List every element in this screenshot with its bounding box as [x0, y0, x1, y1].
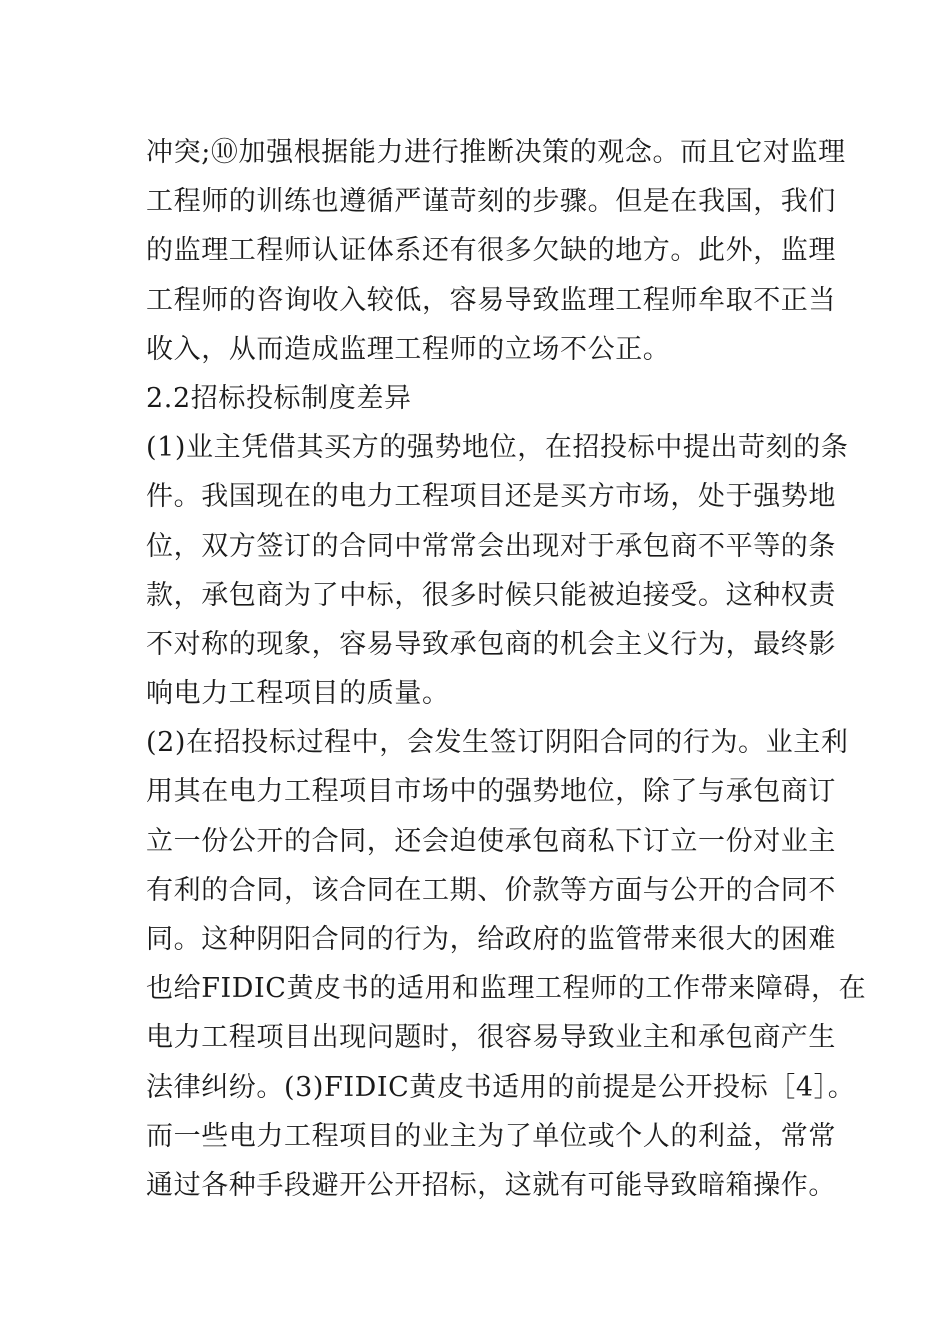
text-line-1: 冲突;⑩加强根据能力进行推断决策的观念。而且它对监理	[146, 137, 846, 168]
text-line-13: (2)在招投标过程中，会发生签订阴阳合同的行为。业主利	[146, 727, 849, 759]
text-line-4: 工程师的咨询收入较低，容易导致监理工程师牟取不正当	[146, 284, 836, 316]
text-line-8: 件。我国现在的电力工程项目还是买方市场，处于强势地	[146, 481, 836, 513]
text-line-22: 通过各种手段避开公开招标，这就有可能导致暗箱操作。	[146, 1169, 836, 1201]
text-line-19: 电力工程项目出现问题时，很容易导致业主和承包商产生	[146, 1022, 836, 1054]
text-line-18: 也给FIDIC黄皮书的适用和监理工程师的工作带来障碍，在	[146, 973, 867, 1005]
text-line-5: 收入，从而造成监理工程师的立场不公正。	[146, 333, 671, 365]
body-text	[146, 128, 867, 1210]
text-line-12: 响电力工程项目的质量。	[146, 678, 450, 710]
text-line-10: 款，承包商为了中标，很多时候只能被迫接受。这种权责	[146, 579, 836, 611]
text-line-9: 位，双方签订的合同中常常会出现对于承包商不平等的条	[146, 530, 836, 562]
text-line-16: 有利的合同，该合同在工期、价款等方面与公开的合同不	[146, 874, 836, 906]
text-line-15: 立一份公开的合同，还会迫使承包商私下订立一份对业主	[146, 825, 836, 857]
text-line-21: 而一些电力工程项目的业主为了单位或个人的利益，常常	[146, 1120, 836, 1152]
text-line-2: 工程师的训练也遵循严谨苛刻的步骤。但是在我国，我们	[146, 186, 836, 218]
text-line-11: 不对称的现象，容易导致承包商的机会主义行为，最终影	[146, 628, 836, 660]
section-heading-2-2: 2.2招标投标制度差异	[146, 382, 412, 414]
text-line-17: 同。这种阴阳合同的行为，给政府的监管带来很大的困难	[146, 924, 836, 955]
text-line-20: 法律纠纷。(3)FIDIC黄皮书适用的前提是公开投标［4］。	[146, 1071, 856, 1103]
text-line-7: (1)业主凭借其买方的强势地位，在招投标中提出苛刻的条	[146, 432, 849, 464]
text-line-3: 的监理工程师认证体系还有很多欠缺的地方。此外，监理	[146, 235, 836, 267]
text-line-14: 用其在电力工程项目市场中的强势地位，除了与承包商订	[146, 776, 836, 808]
